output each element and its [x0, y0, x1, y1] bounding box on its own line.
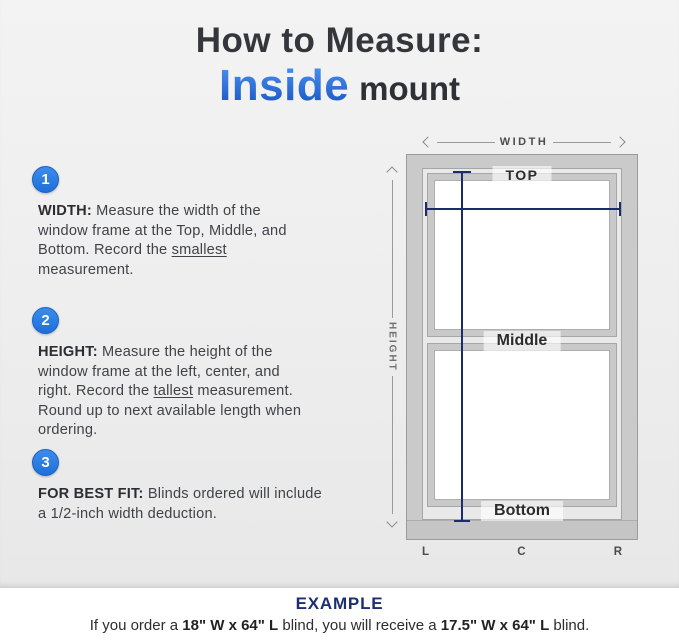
window-diagram [378, 130, 658, 582]
title-suffix: mount [359, 70, 460, 107]
width-arrow [424, 136, 624, 148]
arrow-left-icon [422, 136, 433, 147]
label-left: L [422, 546, 430, 558]
step-3-text: FOR BEST FIT: Blinds ordered will include a 1/2-inch width deduction. [38, 486, 322, 522]
title-line2 [0, 62, 679, 120]
page-title [0, 21, 679, 120]
label-center: C [517, 546, 526, 558]
window-pane-top [428, 174, 616, 336]
horizontal-measure-line [426, 208, 620, 210]
width-label: WIDTH [499, 136, 549, 148]
window-pane-bottom [428, 344, 616, 506]
title-line1: How to Measure: [195, 21, 484, 60]
horizontal-measure-tick-left [425, 202, 427, 216]
width-arrow-line [553, 142, 611, 143]
height-arrow [383, 168, 401, 526]
label-top: TOP [492, 166, 551, 184]
example-text: If you order a 18" W x 64" L blind, you will receive a 17.5" W x 64" L blind. [89, 617, 590, 634]
lcr-axis-labels [406, 546, 638, 558]
label-middle: Middle [484, 331, 561, 351]
label-right: R [613, 546, 622, 558]
example-heading: EXAMPLE [295, 594, 384, 613]
vertical-measure-tick-bottom [454, 520, 470, 522]
vertical-measure-tick-top [453, 171, 471, 173]
window-sill [407, 520, 637, 539]
step-2-badge: 2 [32, 307, 59, 334]
vertical-measure-line [461, 172, 463, 522]
step-width [32, 166, 370, 280]
height-arrow-line [392, 180, 393, 318]
label-bottom: Bottom [481, 501, 563, 521]
arrow-up-icon [386, 166, 397, 177]
width-arrow-line [437, 142, 495, 143]
horizontal-measure-tick-right [619, 202, 621, 216]
arrow-down-icon [386, 516, 397, 527]
step-1-badge: 1 [32, 166, 59, 193]
step-height [32, 307, 370, 441]
arrow-right-icon [614, 136, 625, 147]
step-3-badge: 3 [32, 449, 59, 476]
example-footer [0, 588, 679, 642]
height-arrow-line [392, 376, 393, 514]
title-highlight: Inside [219, 61, 350, 110]
step-2-text: HEIGHT: Measure the height of the window frame at the left, center, and right. Record the tallest measurement. Round up to next available length when ordering. [38, 344, 302, 438]
height-label: HEIGHT [386, 322, 398, 372]
step-1-text: WIDTH: Measure the width of the window frame at the Top, Middle, and Bottom. Record the smallest measurement. [38, 203, 287, 278]
step-best-fit [32, 449, 370, 524]
